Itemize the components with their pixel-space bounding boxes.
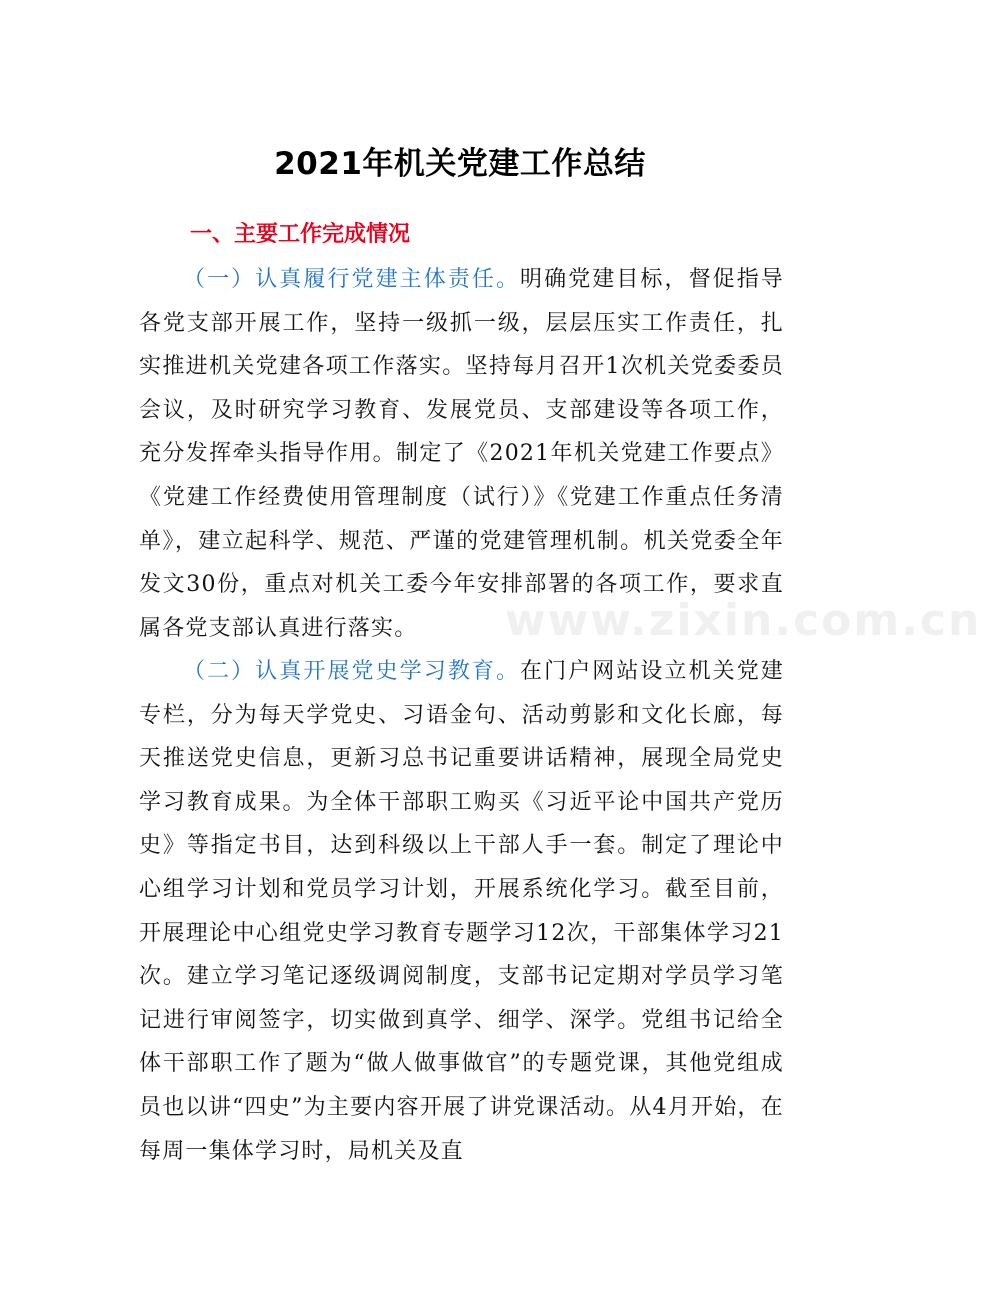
paragraph-party-history-study [139,650,784,1173]
paragraph-text-party-history-study: 在门户网站设立机关党建专栏，分为每天学党史、习语金句、活动剪影和文化长廊，每天推送党史信息，更新习总书记重要讲话精神，展现全局党史学习教育成果。为全体干部职工购买《习近平论中国共产党历史》等指定书目，达到科级以上干部人手一套。制定了理论中心组学习计划和党员学习计划，开展系统化学习。截至目前，开展理论中心组党史学习教育专题学习12次，干部集体学习21次。建立学习笔记逐级调阅制度，支部书记定期对学员学习笔记进行审阅签字，切实做到真学、细学、深学。党组书记给全体干部职工作了题为“做人做事做官”的专题党课，其他党组成员也以讲“四史”为主要内容开展了讲党课活动。从4月开始，在每周一集体学习时，局机关及直 [139,659,784,1164]
subheading-party-responsibility: （一）认真履行党建主体责任。 [183,267,521,292]
subheading-party-history-study: （二）认真开展党史学习教育。 [183,659,521,684]
document-title: 2021年机关党建工作总结 [274,146,646,182]
paragraph-party-responsibility [139,258,784,650]
section-heading-main-work: 一、主要工作完成情况 [190,222,411,247]
paragraph-text-party-responsibility: 明确党建目标，督促指导各党支部开展工作，坚持一级抓一级，层层压实工作责任，扎实推进机关党建各项工作落实。坚持每月召开1次机关党委委员会议，及时研究学习教育、发展党员、支部建设等各项工作，充分发挥牵头指导作用。制定了《2021年机关党建工作要点》《党建工作经费使用管理制度（试行）》《党建工作重点任务清单》，建立起科学、规范、严谨的党建管理机制。机关党委全年发文30份，重点对机关工委今年安排部署的各项工作，要求直属各党支部认真进行落实。 [139,267,784,641]
watermark: www.zixin.com.cn [505,595,981,646]
